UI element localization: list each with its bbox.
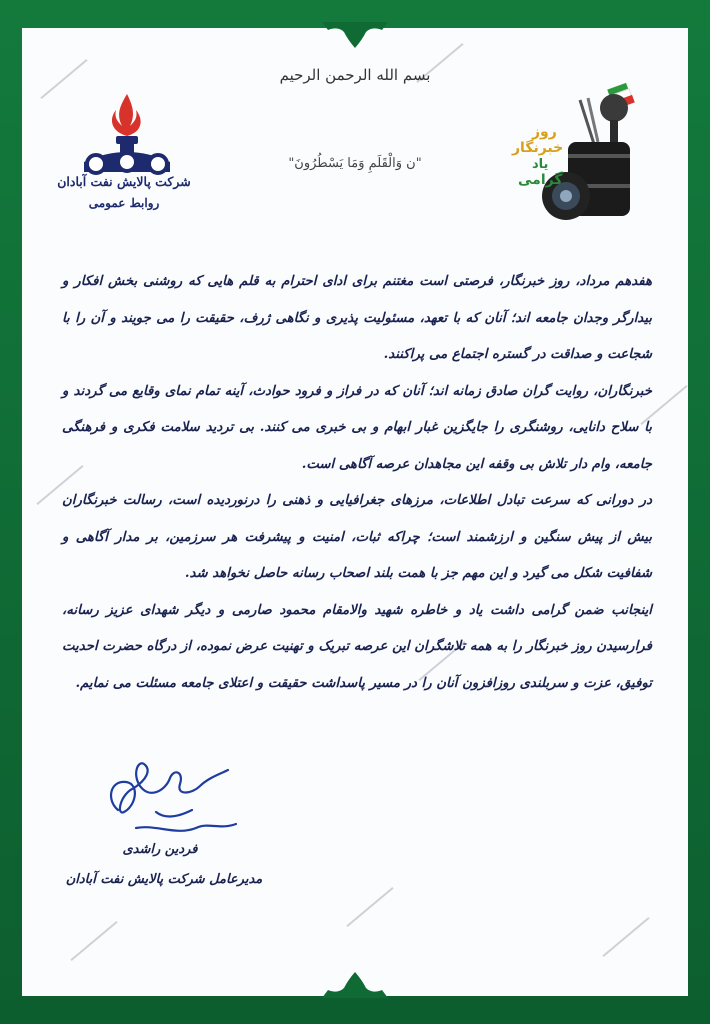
quran-verse: "ن وَالْقَلَمِ وَمَا يَسْطُرُونَ": [288, 156, 422, 171]
letter-paragraph: هفدهم مرداد، روز خبرنگار، فرصتی است مغتنم برای ادای احترام به قلم هایی که روشنی بخش افکار و بیدارگر وجدان جامعه اند؛ آنان که با تعهد، مسئولیت پذیری و نگاهی ژرف، حقیقت را می جویند و آن را با شجاعت و صداقت در گستره اجتماع می پراکنند.: [62, 274, 652, 362]
day-line2: خبرنگار: [512, 140, 564, 156]
day-line3: یاد: [532, 157, 549, 172]
letter-paragraph: اینجانب ضمن گرامی داشت یاد و خاطره شهید والامقام محمود صارمی و دیگر شهدای عزیز رسانه، فرارسیدن روز خبرنگار را به همه تلاشگران این عرصه تبریک و تهنیت عرض نموده، از درگاه حضرت احدیت توفیق، عزت و سربلندی روزافزون آنان را در مسیر پاسداشت حقیقت و اعتلای جامعه مسئلت می نمایم.: [62, 602, 652, 691]
letter-body: [62, 264, 652, 702]
refinery-logo-icon: [72, 92, 182, 232]
public-relations-label: روابط عمومی: [88, 196, 160, 210]
letter-paragraph: خبرنگاران، روایت گران صادق زمانه اند؛ آنان که در فراز و فرود حوادث، آینه تمام نمای وقایع می گردند و با سلاح دانایی، روشنگری را جایگزین غبار ابهام و بی خبری می کنند. بی تردید سلامت فکری و فرهنگی جامعه، وام دار تلاش بی وقفه این مجاهدان عرصه آگاهی است.: [62, 383, 652, 472]
letter-paragraph: در دورانی که سرعت تبادل اطلاعات، مرزهای جغرافیایی و ذهنی را درنوردیده است، رسالت خبرنگاران بیش از پیش سنگین و ارزشمند است؛ چراکه ثبات، امنیت و پیشرفت هر سرزمین، بر مدار آگاهی و شفافیت شکل می گیرد و این مهم جز با همت بلند اصحاب رسانه حاصل نخواهد شد.: [62, 493, 652, 581]
basmala: بسم الله الرحمن الرحیم: [279, 66, 431, 84]
handwritten-signature-icon: [96, 750, 256, 846]
bottom-ornament-icon: [322, 972, 388, 998]
signer-title: مدیرعامل شرکت پالایش نفت آبادان: [65, 872, 263, 887]
top-ornament-icon: [322, 22, 388, 48]
day-line4: گرامی: [518, 172, 563, 188]
journalist-day-logo: [510, 80, 642, 228]
signer-name: فردین راشدی: [122, 842, 198, 857]
company-name: شرکت پالایش نفت آبادان: [57, 174, 191, 189]
day-line1: روز: [532, 124, 557, 140]
